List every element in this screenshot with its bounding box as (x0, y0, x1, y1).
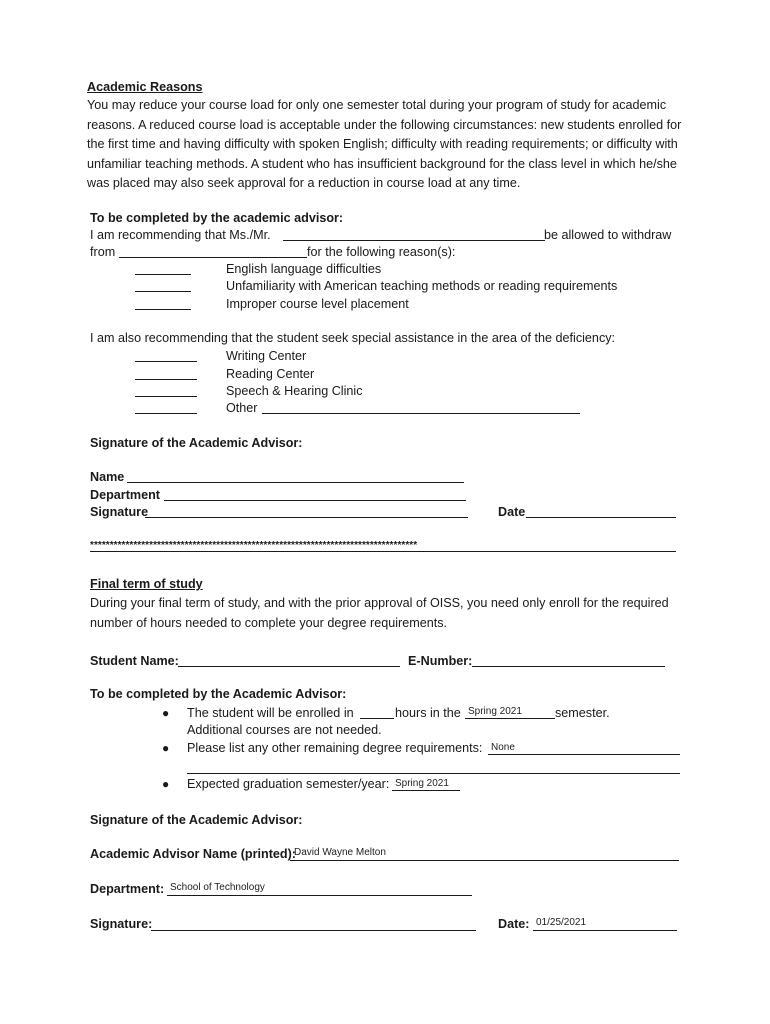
department-blank[interactable] (164, 500, 466, 501)
assist-checkbox-line[interactable] (135, 396, 197, 397)
assist-checkbox-line[interactable] (135, 413, 197, 414)
reason-english: English language difficulties (226, 262, 382, 276)
student-name-label: Student Name: (90, 654, 179, 668)
advisor-signature-heading: Signature of the Academic Advisor: (90, 436, 303, 450)
additional-courses-note: Additional courses are not needed. (187, 723, 382, 737)
assist-checkbox-line[interactable] (135, 379, 197, 380)
enumber-label: E-Number: (408, 654, 473, 668)
recommend-line-prefix: I am recommending that Ms./Mr. (90, 228, 271, 242)
name-label: Name (90, 470, 125, 484)
final-department-filled[interactable]: School of Technology (170, 882, 265, 893)
advisor-name-blank[interactable] (290, 860, 679, 861)
final-signature-blank[interactable] (151, 930, 476, 931)
advisor-name-filled[interactable]: David Wayne Melton (294, 847, 386, 858)
reason-checkbox-line[interactable] (135, 309, 191, 310)
enumber-field[interactable] (472, 666, 665, 667)
remaining-requirements-blank[interactable] (488, 754, 680, 755)
bullet-icon: ● (162, 706, 170, 720)
academic-reasons-paragraph: You may reduce your course load for only one semester total during your program of study for academic reasons. A reduced course load is acceptable under the following circumstances: new students enrolled for the first time and having difficulty with spoken English; difficulty with reading requirements; or difficulty with unfamiliar teaching methods. A student who has insufficient background for the class level in which he/she was placed may also seek approval for a reduction in course load at any time. (87, 98, 682, 190)
date-blank[interactable] (526, 517, 676, 518)
advisor-section-heading: To be completed by the academic advisor: (90, 211, 344, 225)
reason-placement: Improper course level placement (226, 297, 409, 311)
signature-label: Signature (90, 505, 149, 519)
from-label: from (90, 245, 116, 259)
assist-checkbox-line[interactable] (135, 361, 197, 362)
course-blank[interactable] (119, 257, 307, 258)
separator-underline (90, 551, 676, 552)
graduation-filled[interactable]: Spring 2021 (395, 778, 449, 789)
recommend-line-suffix: be allowed to withdraw (544, 228, 672, 242)
final-signature-label: Signature: (90, 917, 153, 931)
final-department-label: Department: (90, 882, 165, 896)
final-department-blank[interactable] (167, 895, 472, 896)
student-name-field[interactable] (178, 666, 400, 667)
advisor-name-label: Academic Advisor Name (printed): (90, 847, 296, 861)
assist-other: Other (226, 401, 258, 415)
final-term-heading: Final term of study (90, 577, 203, 591)
assist-speech-clinic: Speech & Hearing Clinic (226, 384, 363, 398)
assist-reading-center: Reading Center (226, 367, 315, 381)
semester-blank[interactable] (465, 718, 555, 719)
reason-teaching-methods: Unfamiliarity with American teaching methods or reading requirements (226, 279, 618, 293)
final-date-filled[interactable]: 01/25/2021 (536, 917, 587, 928)
assist-writing-center: Writing Center (226, 349, 307, 363)
graduation-label: Expected graduation semester/year: (187, 777, 390, 791)
graduation-blank[interactable] (392, 790, 460, 791)
academic-reasons-heading: Academic Reasons (87, 80, 203, 94)
reasons-intro: for the following reason(s): (307, 245, 456, 259)
bullet-icon: ● (162, 741, 170, 755)
assistance-intro: I am also recommending that the student seek special assistance in the area of the deficiency: (90, 331, 616, 345)
final-advisor-heading: To be completed by the Academic Advisor: (90, 687, 347, 701)
assist-other-blank[interactable] (262, 413, 580, 414)
bullet-icon: ● (162, 777, 170, 791)
department-label: Department (90, 488, 160, 502)
date-label: Date (498, 505, 526, 519)
enrolled-suffix: semester. (555, 706, 610, 720)
final-date-blank[interactable] (533, 930, 677, 931)
name-blank[interactable] (127, 482, 464, 483)
reason-checkbox-line[interactable] (135, 274, 191, 275)
enrolled-mid: hours in the (395, 706, 461, 720)
enrolled-prefix: The student will be enrolled in (187, 706, 354, 720)
hours-blank[interactable] (360, 718, 394, 719)
final-term-paragraph: During your final term of study, and with the prior approval of OISS, you need only enroll for the required number of hours needed to complete your degree requirements. (90, 596, 669, 630)
asterisk-separator: *********************************************************************************** (90, 540, 418, 551)
student-name-blank[interactable] (283, 240, 545, 241)
remaining-requirements-blank-2[interactable] (187, 773, 680, 774)
signature-blank[interactable] (145, 517, 468, 518)
final-date-label: Date: (498, 917, 530, 931)
semester-filled[interactable]: Spring 2021 (468, 706, 522, 717)
remaining-requirements-label: Please list any other remaining degree requirements: (187, 741, 483, 755)
remaining-requirements-filled[interactable]: None (491, 742, 515, 753)
final-signature-heading: Signature of the Academic Advisor: (90, 813, 303, 827)
reason-checkbox-line[interactable] (135, 291, 191, 292)
